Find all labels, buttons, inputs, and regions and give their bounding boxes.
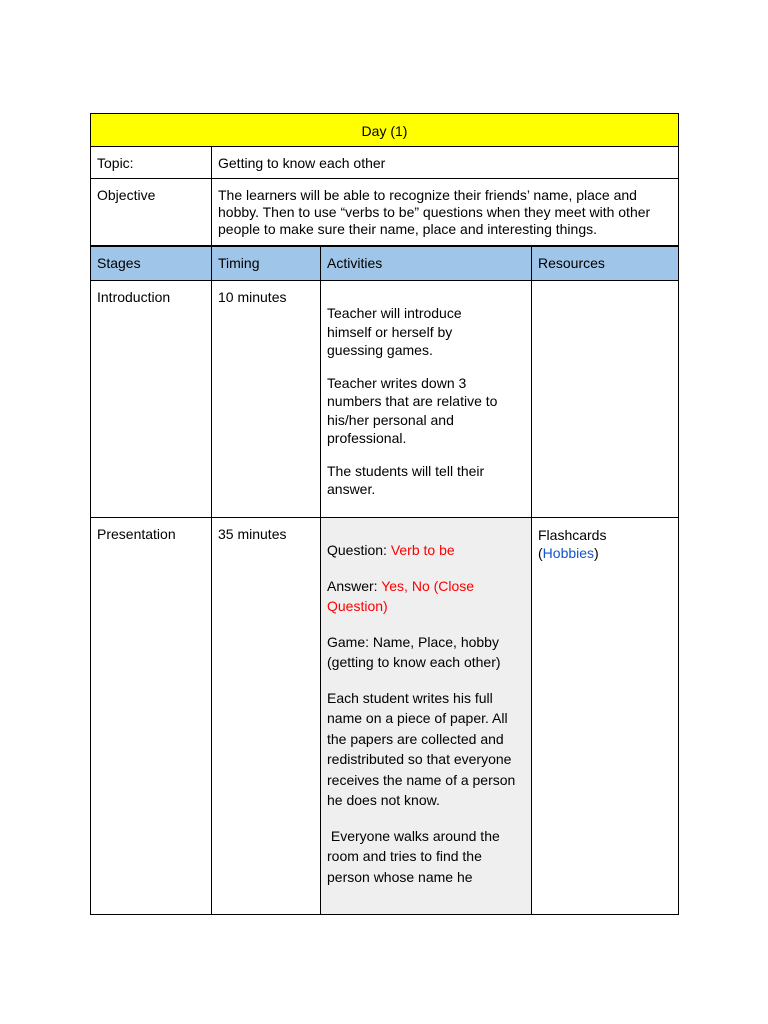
resources-open-paren: ( xyxy=(538,545,543,561)
objective-label-cell xyxy=(90,178,212,247)
table-row-introduction-stage xyxy=(90,280,212,518)
hobbies-link[interactable]: Hobbies xyxy=(542,545,595,561)
day-header-cell xyxy=(90,113,679,147)
column-header-stages xyxy=(90,246,212,281)
column-header-resources xyxy=(531,246,679,281)
activity-game: Game: Name, Place, hobby (getting to know each other) xyxy=(327,633,501,670)
column-header-activities xyxy=(320,246,532,281)
activity-intro-1: Teacher will introduce himself or herself by guessing games. xyxy=(327,305,462,358)
table-row-introduction-timing xyxy=(211,280,321,518)
answer-label: Answer: xyxy=(327,577,382,594)
day-title: Day (1) xyxy=(361,123,408,139)
resources-flashcards: Flashcards xyxy=(538,527,607,543)
timing-introduction: 10 minutes xyxy=(218,289,287,305)
table-row-introduction-activities xyxy=(320,280,532,518)
activities-introduction xyxy=(327,304,507,513)
table-row-presentation-activities xyxy=(320,517,532,915)
activity-answer xyxy=(327,576,527,617)
stage-introduction: Introduction xyxy=(97,289,171,305)
timing-presentation: 35 minutes xyxy=(218,526,287,542)
topic-label: Topic: xyxy=(97,155,134,171)
resources-link-line xyxy=(538,544,674,562)
resources-close-paren: ) xyxy=(594,545,599,561)
activity-question xyxy=(327,540,527,561)
header-timing-label: Timing xyxy=(218,255,260,271)
table-row-presentation-resources xyxy=(531,517,679,915)
objective-label: Objective xyxy=(97,187,156,203)
header-activities-label: Activities xyxy=(327,255,383,271)
question-label: Question: xyxy=(327,542,391,558)
activity-paragraph-1: Each student writes his full name on a piece of paper. All the papers are collected and redistributed so that everyone receives the name of a person he does not know. xyxy=(327,689,516,808)
header-stages-label: Stages xyxy=(97,255,141,271)
topic-value: Getting to know each other xyxy=(218,155,386,171)
activities-presentation xyxy=(327,540,527,901)
activity-paragraph-2: Everyone walks around the room and tries to find the person whose name he xyxy=(327,827,504,885)
table-row-introduction-resources xyxy=(531,280,679,518)
table-row-presentation-stage xyxy=(90,517,212,915)
objective-value: The learners will be able to recognize their friends’ name, place and hobby. Then to use “verbs to be” questions when they meet with other people to make sure their name, place and interesting things. xyxy=(218,187,651,237)
topic-label-cell xyxy=(90,146,212,179)
activity-intro-2: Teacher writes down 3 numbers that are relative to his/her personal and professional. xyxy=(327,374,498,446)
activity-intro-3: The students will tell their answer. xyxy=(327,462,485,497)
stage-presentation: Presentation xyxy=(97,526,176,542)
topic-value-cell xyxy=(211,146,679,179)
header-resources-label: Resources xyxy=(538,255,605,271)
objective-value-cell xyxy=(211,178,679,247)
question-value: Verb to be xyxy=(390,542,455,558)
resources-presentation xyxy=(538,526,674,562)
table-row-presentation-timing xyxy=(211,517,321,915)
column-header-timing xyxy=(211,246,321,281)
answer-value: Yes, No (Close Question) xyxy=(327,577,475,614)
